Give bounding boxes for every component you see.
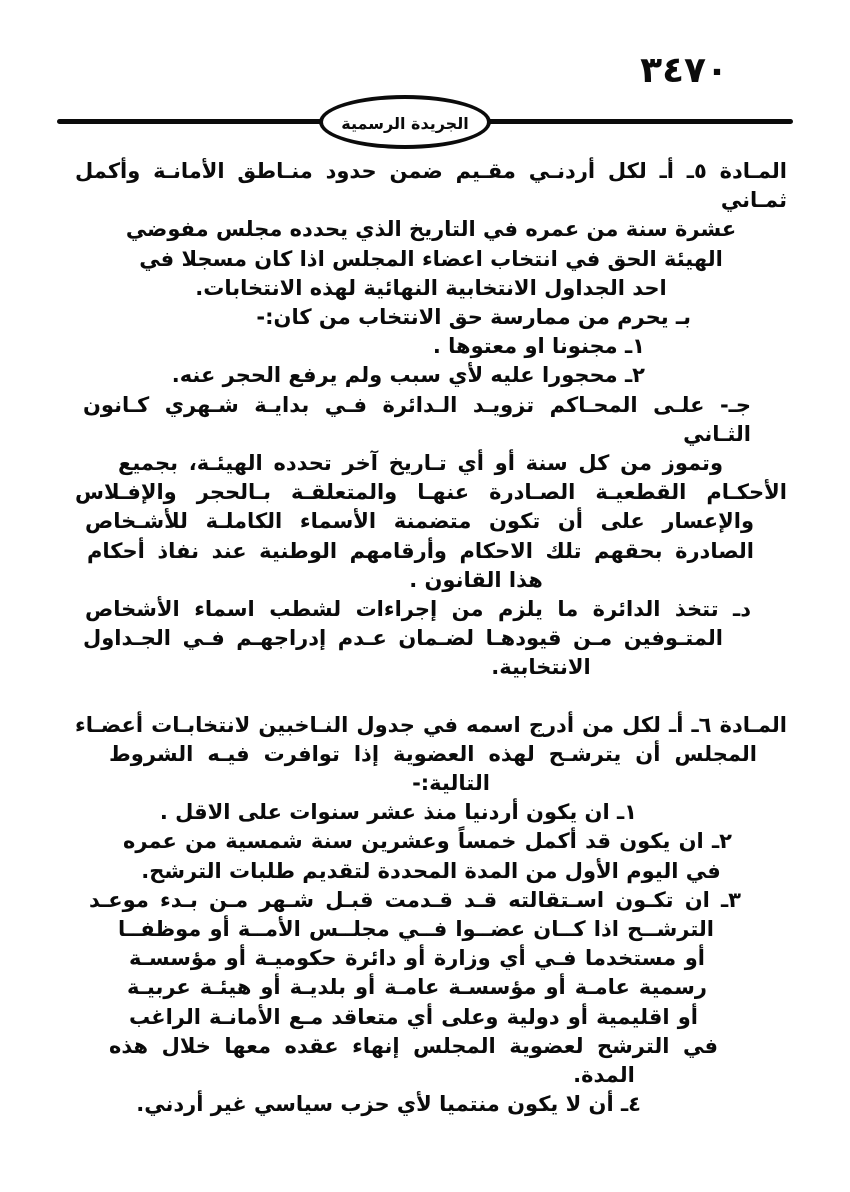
- text-line: الترشــح اذا كــان عضــوا فــي مجلــس الأمــة أو موظفــا: [118, 917, 714, 942]
- text-line: الانتخابية.: [491, 655, 591, 680]
- article-6: [75, 711, 787, 1120]
- article-5: [75, 157, 787, 683]
- text-line: رسمية عامـة أو مؤسسـة عامـة أو بلديـة أو هيئـة عربيـة: [127, 975, 707, 1000]
- text-line: التالية:-: [412, 771, 490, 796]
- text-line: الصادرة بحقهم تلك الاحكام وأرقامهم الوطنية عند نفاذ أحكام: [87, 538, 754, 563]
- text-line: في اليوم الأول من المدة المحددة لتقديم طلبات الترشح.: [141, 858, 721, 883]
- clause-d-line: دـ تتخذ الدائرة ما يلزم من إجراءات لشطب اسماء الأشخاص: [85, 597, 751, 622]
- item-3-line: ٣ـ ان تكـون اسـتقالته قـد قـدمت قبـل شـهر مـن بـدء موعـد: [89, 887, 741, 912]
- text-line: المتـوفين مـن قيودهـا لضـمان عـدم إدراجهـم فـي الجـداول: [83, 626, 723, 651]
- item-2-line: ٢ـ محجورا عليه لأي سبب ولم يرفع الحجر عنه.: [171, 363, 645, 388]
- clause-b-line: بـ يحرم من ممارسة حق الانتخاب من كان:-: [256, 305, 691, 330]
- item-4-line: ٤ـ أن لا يكون منتميا لأي حزب سياسي غير أردني.: [136, 1092, 641, 1117]
- text-line: وتموز من كل سنة أو أي تـاريخ آخر تحدده الهيئـة، بجميع: [118, 451, 723, 476]
- official-gazette-banner: [319, 95, 491, 149]
- item-1-line: ١ـ مجنونا او معتوها .: [432, 334, 645, 359]
- gazette-banner-label: الجريدة الرسمية: [341, 113, 469, 133]
- text-line: في الترشح لعضوية المجلس إنهاء عقده معها خلال هذه: [109, 1033, 718, 1058]
- clause-c-line: جـ- علـى المحـاكم تزويـد الـدائرة فـي بدايـة شـهري كـانون الثـاني: [83, 392, 751, 446]
- text-line: المجلس أن يترشـح لهذه العضوية إذا توافرت فيـه الشروط: [109, 741, 757, 766]
- page-number: ٣٤٧٠: [640, 50, 728, 91]
- gazette-header: [0, 92, 850, 154]
- text-line: والإعسار على أن تكون متضمنة الأسماء الكاملـة للأشـخاص: [85, 509, 754, 534]
- article-6-opening-line: المـادة ٦ـ أـ لكل من أدرج اسمه في جدول النـاخبين لانتخابـات أعضـاء: [75, 712, 787, 737]
- text-line: الأحكـام القطعيـة الصـادرة عنهـا والمتعلقـة بـالحجر والإفـلاس: [75, 480, 787, 505]
- text-line: أو مستخدما فـي أي وزارة أو دائرة حكوميـة أو مؤسسـة: [129, 946, 705, 971]
- article-5-opening-line: المـادة ٥ـ أـ لكل أردنـي مقـيم ضمن حدود منـاطق الأمانـة وأكمل ثمـاني: [75, 159, 787, 213]
- text-line: الهيئة الحق في انتخاب اعضاء المجلس اذا كان مسجلا في: [139, 246, 723, 271]
- text-line: المدة.: [573, 1063, 635, 1088]
- text-line: هذا القانون .: [409, 567, 543, 592]
- text-line: احد الجداول الانتخابية النهائية لهذه الانتخابات.: [195, 275, 667, 300]
- text-line: أو اقليمية أو دولية وعلى أي متعاقد مـع الأمانـة الراغب: [129, 1004, 698, 1029]
- item-1-line: ١ـ ان يكون أردنيا منذ عشر سنوات على الاقل .: [159, 800, 637, 825]
- item-2-line: ٢ـ ان يكون قد أكمل خمساً وعشرين سنة شمسية من عمره: [123, 829, 732, 854]
- document-body: [75, 157, 787, 1120]
- text-line: عشرة سنة من عمره في التاريخ الذي يحدده مجلس مفوضي: [125, 217, 737, 242]
